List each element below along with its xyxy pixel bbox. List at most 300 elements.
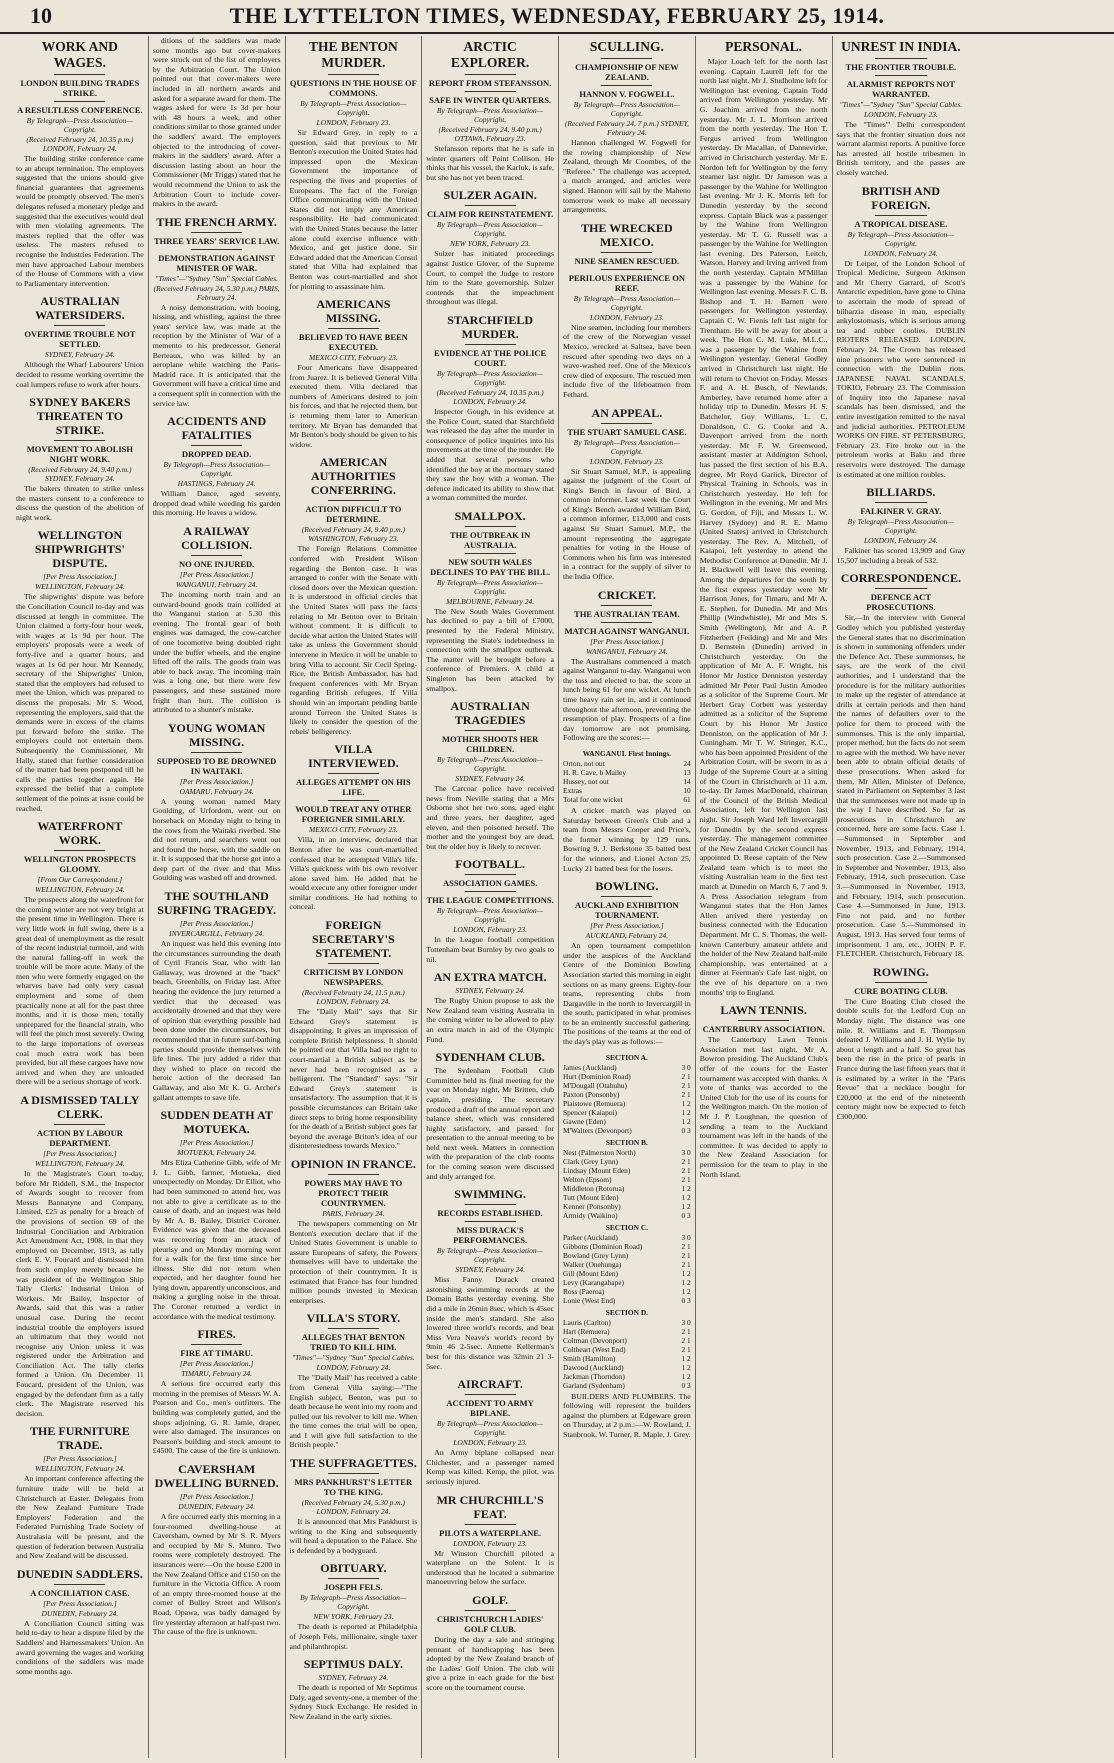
article-subheading: THE OUTBREAK IN AUSTRALIA.	[449, 529, 531, 550]
article-subheading: AUCKLAND EXHIBITION TOURNAMENT.	[575, 900, 679, 921]
section-label: SECTION B.	[605, 1137, 648, 1147]
article-heading: AMERICAN AUTHORITIES CONFERRING.	[310, 455, 396, 498]
bowling-row	[563, 1381, 691, 1390]
article-subheading: CRITICISM BY LONDON NEWSPAPERS.	[303, 967, 404, 988]
article-subheading: SUPPOSED TO BE DROWNED IN WAITAKI.	[156, 755, 277, 776]
article	[700, 39, 828, 997]
article-dateline: AUCKLAND, February 24.	[585, 931, 669, 941]
article-subheading: HANNON V. FOGWELL.	[579, 89, 675, 99]
batsman-name: Total for one wicket	[563, 794, 623, 804]
article-body: The incoming north train and an outward-bound goods train collided at the Wanganui station at 5.30 this evening. The frontal gear of both engines was damaged, the cow-catcher of one locomotive being doubled right under the buffer wheels, and the engine lifted off the rails. The goods train was able to back away. The incoming train was a long one, but there were few passengers, and these sustained more fright than hurt. The collision is attributed to a shunter's mistake.	[152, 590, 281, 715]
article-body: The New South Wales Government has declined to pay a bill of £7000, presented by the Federal Ministry, representing the State's indebtedness in connection with the smallpox outbreak. The matter will be brought before a conference of Premiers. A child at Singleton has been attacked by smallpox.	[426, 606, 554, 693]
article-credit: By Telegraph—Press Association—Copyright.	[436, 106, 544, 124]
article-dateline: (Received February 24, 10.35 p.m.) LONDON, February 24.	[26, 135, 134, 153]
bowling-row	[563, 1081, 691, 1090]
article-heading: AUSTRALIAN WATERSIDERS.	[35, 294, 125, 323]
heading-rule	[465, 874, 516, 875]
article-body: Sulzer has initiated proceedings against Justice Glover, of the Supreme Court, to compel the Judge to restore him to the State governorship. Sulzer contends that the impeachment throughout was illegal.	[426, 249, 554, 307]
heading-rule	[328, 500, 379, 501]
article	[426, 313, 554, 503]
article-body: The prospects along the waterfront for the coming winter are not very bright at the present time in Wellington. There is very little work in full swing, there is a great deal of unemployment as the result of the recent industrial turmoil, and with the natural falling-off in work the trouble will be more acute. Many of the men who were formerly engaged on the wharves have had only very casual employment and some of them practically none at all for the past three months, and it is those men, totally unprepared for the financial strain, who will feel the pinch most severely. Owing to the large importations of overseas coal much extra work has been provided, but all these cargoes have now arrived and when they are unloaded there will be a serious shortage of work.	[16, 895, 144, 1087]
wins-losses: 2 1	[681, 1174, 691, 1184]
score-row	[563, 795, 691, 804]
article-subheading: A CONCILIATION CASE.	[30, 1587, 130, 1598]
article-body: Hannon challenged W. Fogwell for the rowing championship of New Zealand, through Mr Coombes, of the "Referee." The challenge was accepted, a match arranged, and articles were signed. Hannon will sail by the Maheno tomorrow week to make all necessary arrangements.	[563, 138, 691, 215]
article-heading: WELLINGTON SHIPWRIGHTS' DISPUTE.	[34, 528, 125, 571]
article-credit: By Telegraph—Press Association—Copyright.	[573, 100, 681, 118]
bowling-row	[563, 1318, 691, 1327]
article-subheading: NO ONE INJURED.	[178, 559, 255, 569]
bowling-row	[563, 1202, 691, 1211]
bowling-row	[563, 1354, 691, 1363]
batsman-score: 13	[683, 767, 691, 777]
article	[563, 39, 691, 215]
column-2	[149, 36, 286, 1758]
wins-losses: 1 2	[681, 1286, 691, 1296]
article-body: The bakers threaten to strike unless the masters consent to a conference to discuss the question of the abolition of night work.	[16, 484, 144, 522]
article-heading: THE FRENCH ARMY.	[156, 214, 277, 229]
article-subheading: CHRISTCHURCH LADIES' GOLF CLUB.	[436, 1613, 544, 1634]
article-dateline: TIMARU, February 24.	[181, 1369, 253, 1379]
article-body: The Sydenham Football Club Committee held its final meeting for the year on Monday night, Mr Britten, club captain, presiding. The secretary produced a draft of the annual report and balance sheet, which was considered highly satisfactory, and passed for presentation to the annual meeting to be held next week. Matters in connection with the preparation of the club rooms for the coming season were discussed and duly arranged for.	[426, 1066, 554, 1181]
heading-rule	[875, 588, 927, 589]
article-credit: "Times"—"Sydney "Sun" Special Cables.	[291, 1353, 415, 1363]
team-name: Hart (Remuera)	[563, 1326, 610, 1336]
article-credit: By Telegraph—Press Association—Copyright.	[300, 1593, 407, 1612]
article-heading: YOUNG WOMAN MISSING.	[167, 720, 266, 749]
article-body: A young woman named Mary Goulding, of Urfordom, went out on horseback on Monday night to bring in the cows from the Waitaki riverbed. She did not return, and searchers went out and found the horse, with the saddle on it. It is supposed that the horse got into a deep part of the river and that Miss Goulding was washed off and drowned.	[152, 796, 281, 883]
bowling-section-table	[563, 1223, 691, 1305]
team-name: Jackman (Thorndon)	[563, 1371, 625, 1381]
bowling-row	[563, 1063, 691, 1072]
score-row	[563, 759, 691, 768]
article-dateline: DUNEDIN, February 24.	[178, 1502, 255, 1511]
article-heading: VILLA'S STORY.	[306, 1311, 401, 1326]
heading-rule	[191, 249, 242, 250]
batsman-score: 24	[683, 758, 691, 768]
article	[563, 588, 691, 743]
heading-rule	[601, 252, 652, 253]
article-credit: "Times"—"Sydney "Sun" Special Cables.	[155, 273, 279, 283]
article-body: Major Loach left for the north last evening. Captain Laurell left for the north last night. Mr J. Studholme left for Wellington last evening. Captain Todd arrived from Wellington yesterday. Mr G. Joachim arrived from the north yesterday. Mr J. L. Morrison arrived from the north yesterday. The Hon T. Fergus arrived from Wellington yesterday. Dr Macallan, of Dannevirke, arrived in Christchurch yesterday. Mr E. Nordon left for Wellington by the ferry steamer last night. Dr Jameson was a passenger by the Wahine for Wellington last evening. Mr J. K. Morris left for Dunedin yesterday by the second express. Captain Black was a passenger by the Wahine from Wellington yesterday. Mr T. G. Russell was a passenger by the Wahine for Wellington last evening. Drs Paterson, Leitch, Watson, Harvey and Irving arrived from the north yesterday. Captain M'Millan was a passenger by the Wahine for Wellington last evening. Messrs F. C. B. Bishop and T. H. Barnett were passengers for Wellington yesterday. Captain C. W. Fienis left last night for Trentham. He will be away for about a week. The Hon C. M. Luke, M.L.C., was a passenger by the Wahine from Wellington yesterday. General Godley arrived in Christchurch last night. He will return to Cheviot on Friday. Messrs F. and A. H. Busch, of Newlands, Amberley, have returned home after a holiday trip to Dunedin. Messrs H. S. Batchelor, Guy Williams, L. C. Donaldson, C. G. Cooke and A. Davenport arrived from the north yesterday. Mr F. W. Greenwood, assistant master at Addington School, has passed the first section of his B.A. degree. Mr Royd Garlick, Director of Physical Training in Schools, was in Christchurch yesterday. He left for Wellington in the evening. Mr and Mrs G. Gordon, of Fiji, and Messrs L. W. Harvey (Sydney) and R. E. Marno (United States) arrived in Christchurch yesterday. The Rev. A. Mitchell, of Kaiapoi, left yesterday to attend the Methodist Conference at Dunedin. Mr J. H. Blackwell will leave this evening. Among the departures for the south by the first express yesterday were Mr Harrison Jones, for Timaru, and Mr A. E. Stephen, for Dunedin. Mr and Mrs Phillip (Windwhistle), Mr and Mrs S. Smith (Wellington), Mr and A. P. Fitzherbert (Feilding) and Mr and Mrs D. Bernstein (Dunedin) arrived in Christchurch yesterday. On the application of Mr A. F. Wright, his Honor Mr Justice Denniston yesterday admitted Mr Peter Paul Justin Amodeo as a solicitor of the Supreme Court. Mr Herbert Gray Corbett was yesterday admitted as a solicitor of the Supreme Court by his Honor Mr Justice Denniston, on the application of Mr J. Cuningham. Mr T. W. Stringer, K.C., who has been appointed President of the Arbitration Court, will be sworn in as a Judge of the Supreme Court at a sitting of the Court in Christchurch at 11 a.m. to-day. Dr James MacDonald, chairman of the Council of the British Medical Association, left for Wellington last night. Sir Joseph Ward left Invercargill for Dunedin by the second express yesterday. The management committee of the New Zealand Cricket Council has appointed D. Reese captain of the New Zealand team which is to meet the visiting Australian team in the first test match at Dunedin on March 6, 7 and 9. A Press Association telegram from Wanganui states that the Hon James Allen arrived there yesterday on business connected with the Education Department. Mr C. S. Thomas, the well-known Canterbury amateur athlete and the holder of the New Zealand half-mile championship, was entertained at a dinner at Feerman's Cafe last night, on the eve of his departure on a two months' trip to England.	[699, 57, 828, 997]
article-dateline: WANGANUI, February 24.	[586, 646, 668, 656]
column-1	[12, 36, 149, 1758]
heading-rule	[465, 891, 516, 892]
team-name: Gibbons (Dominion Road)	[563, 1241, 643, 1251]
bowling-row	[563, 1072, 691, 1081]
heading-rule	[465, 91, 516, 92]
article-body: A noisy demonstration, with booing, hissing, and whistling, against the three years' service law, was made at the reception by the Minister of War of a memento to his predecessor, General Berteaux, who was killed by an aeroplane while watching the Paris-Madrid race. It is anticipated that the Government will have a critical time and a consequent split in connection with the service law.	[152, 302, 281, 408]
column-6	[696, 36, 833, 1758]
article-dateline: (Received February 24, 9.40 p.m.) SYDNEY, February 24.	[28, 465, 132, 484]
article	[290, 742, 418, 912]
article-heading: OPINION IN FRANCE.	[290, 1156, 416, 1171]
article-subheading: JOSEPH FELS.	[324, 1582, 383, 1593]
heading-rule	[601, 269, 652, 270]
article-subheading: A RESULTLESS CONFERENCE.	[17, 105, 143, 115]
score-row	[563, 786, 691, 795]
article-dateline: LONDON, February 23.	[453, 925, 527, 935]
article-heading: WORK AND WAGES.	[41, 39, 118, 70]
article-dateline: LONDON, February 23.	[453, 1438, 527, 1448]
wins-losses: 3 0	[681, 1062, 691, 1072]
article-subheading: MATCH AGAINST WANGANUI.	[564, 625, 690, 636]
article-dateline: LONDON, February 23.	[316, 118, 391, 127]
heading-rule	[191, 555, 242, 556]
article-body: The death is reported of Mr Septimus Daly, aged seventy-one, a member of the Sydney Stock Exchange. He resided in New Zealand in the early sixties.	[289, 1683, 418, 1721]
article	[290, 1657, 418, 1721]
article-dateline: WELLINGTON, February 24.	[34, 1159, 125, 1168]
article-subheading: A TROPICAL DISEASE.	[854, 218, 948, 229]
heading-rule	[875, 75, 927, 76]
article-heading: BOWLING.	[595, 879, 659, 894]
section-label: SECTION D.	[605, 1307, 649, 1317]
newspaper-title: THE LYTTELTON TIMES, WEDNESDAY, FEBRUARY 25, 1914.	[229, 3, 885, 28]
article-body: Villa, in an interview, declared that Benton after he was court-martialled confessed that he attempted Villa's life. Villa's quickness with his own revolver alone saved him. He added that he would execute any other foreigner under similar conditions. He had nothing to conceal.	[289, 835, 418, 912]
article-dateline: LONDON, February 24.	[863, 536, 938, 546]
team-name: Lonie (West End)	[563, 1295, 616, 1305]
article-subheading: PERILOUS EXPERIENCE ON REEF.	[568, 272, 685, 293]
heading-rule	[601, 85, 652, 86]
heading-rule	[601, 58, 652, 59]
heading-rule	[601, 423, 652, 424]
article-heading: CRICKET.	[597, 587, 656, 602]
article-heading: SYDNEY BAKERS THREATEN TO STRIKE.	[29, 395, 131, 438]
article-subheading: CLAIM FOR REINSTATEMENT.	[426, 209, 554, 220]
article	[426, 188, 554, 307]
article-dateline: MEXICO CITY, February 23.	[309, 825, 398, 835]
bowling-row	[563, 1269, 691, 1278]
heading-rule	[465, 1524, 516, 1525]
bowling-row	[563, 1090, 691, 1099]
article-subheading: WOULD TREAT ANY OTHER FOREIGNER SIMILARLY.	[295, 804, 412, 825]
article-subheading: NINE SEAMEN RESCUED.	[574, 255, 680, 266]
heading-rule	[465, 1394, 516, 1395]
wins-losses: 0 3	[681, 1210, 691, 1220]
article-subheading: MRS PANKHURST'S LETTER TO THE KING.	[294, 1477, 413, 1498]
article	[563, 879, 691, 1047]
article-body: An open tournament competition under the auspices of the Auckland Centre of the Dominion Bowling Association started this morning in eight sections on as many greens. Eighty-four teams, representing clubs from Dargaville in the north to Invercargill in the south, participated in what promises to be an eminently successful gathering. The positions of the teams at the end of the day's play was as follows:—	[563, 941, 691, 1047]
article-subheading: REPORT FROM STEFANSSON.	[428, 78, 552, 88]
article-subheading: DEFENCE ACT PROSECUTIONS.	[866, 592, 936, 613]
article-heading: OBITUARY.	[320, 1561, 387, 1576]
article-subheading: POWERS MAY HAVE TO PROTECT THEIR COUNTRYMEN.	[304, 1177, 403, 1208]
heading-rule	[601, 896, 652, 897]
article-subheading: CHAMPIONSHIP OF NEW ZEALAND.	[575, 62, 679, 82]
article-dateline: OAMARU, February 24.	[179, 786, 254, 796]
article-dateline: INVERCARGILL, February 24.	[169, 929, 265, 939]
article-subheading: MOVEMENT TO ABOLISH NIGHT WORK.	[26, 444, 134, 465]
wins-losses: 2 1	[681, 1089, 691, 1099]
article-credit: [Per Press Association.]	[179, 1492, 254, 1501]
team-name: Spencer (Kaiapoi)	[563, 1107, 617, 1117]
wins-losses: 1 2	[681, 1371, 691, 1381]
score-row	[563, 777, 691, 786]
article-heading: ARCTIC EXPLORER.	[450, 39, 530, 70]
article-heading: VILLA INTERVIEWED.	[308, 742, 399, 771]
article-heading: THE BENTON MURDER.	[309, 39, 398, 70]
article-subheading: THREE YEARS' SERVICE LAW.	[154, 235, 280, 246]
article-heading: LAWN TENNIS.	[720, 1003, 807, 1018]
article-heading: THE WRECKED MEXICO.	[581, 220, 673, 249]
article-body: The Australians commenced a match against Wanganui to-day. Wanganui won the toss and elected to bat, the score at lunch being 61 for one wicket. At lunch time heavy rain set in, and it continued throughout the afternoon, preventing the resumption of play. Prospects of a fine day tomorrow are not promising. Following are the scores:—	[563, 656, 691, 743]
team-name: M'Walters (Devonport)	[563, 1125, 632, 1135]
article-body: The newspapers commenting on Mr Benton's execution declare that if the United States Government is unable to assure Europeans of safety, the Powers themselves will have to undertake the protection of their countrymen. It is estimated that France has four hundred million pounds invested in Mexican enterprises.	[289, 1218, 418, 1305]
article-subheading: EVIDENCE AT THE POLICE COURT.	[434, 347, 547, 368]
article	[153, 1462, 281, 1637]
article	[153, 1108, 281, 1321]
article-body: Stefansson reports that he is safe in winter quarters off Point Collison. He thinks that his vessel, the Karluk, is safe, but she has not yet been traced.	[426, 144, 554, 182]
article-body: William Dance, aged seventy, dropped dead while weeding his garden this morning. He leaves a widow.	[152, 489, 281, 518]
article-body: Sir Stuart Samuel, M.P., is appealing against the judgment of the Court of King's Bench in favour of Bird, a common informer. Last week the Court of King's Bench awarded William Bird, a common informer, £13,000 and costs against Sir Stuart Samuel, M.P., the amount representing the aggregate penalties for voting in the House of Commons when his firm was interested in a contract for the supply of silver to the India Office.	[563, 466, 691, 582]
wins-losses: 3 0	[681, 1317, 691, 1327]
scoreboard-title: WANGANUI. First Innings.	[582, 748, 672, 758]
article	[290, 297, 418, 449]
article	[426, 1493, 554, 1587]
article	[153, 1327, 281, 1456]
article	[16, 819, 144, 1087]
column-4	[422, 36, 559, 1758]
article-dateline: NEW YORK, February 23.	[313, 1612, 394, 1622]
article-body: In the Magistrate's Court to-day, before Mr Riddell, S.M., the Inspector of Awards sought to recover from Messrs Bannatyne and Company, Limited, £25 as penalty for a breach of the provisions of section 69 of the Industrial Conciliation and Arbitration Act Amendment Act, 1908, in that they employed on December, 1913, as tally clerk E. V. Foucard and dismissed him from such employ merely because he was president of the Wellington Ship Tally Clerks' Industrial Union of Workers. Mr Bailey, Inspector of Awards, said that this was a rather unusual case. During the recent industrial trouble the employers issued an ultimatum that they would not recognise any Union unless it was registered under the Arbitration and Conciliation Act. The tally clerks formed a Union. On December 11 Foucard, president of the Union, was engaged by the defendant firm as a tally clerk. The Magistrate reserved his decision.	[16, 1169, 144, 1418]
wins-losses: 2 1	[681, 1165, 691, 1175]
article-body: The "Times'" Delhi correspondent says that the frontier situation does not warrant alarmist reports. A punitive force has arrested all hostile tribesmen in British territory, and the passes are closely watched.	[836, 120, 966, 177]
article-body: Inspector Gough, in his evidence at the Police Court, stated that Starchfield was released the day after the murder in consequence of police inquiries into his movements at the time of the murder. He added that several persons who identified the boy at the mortuary stated they saw the boy with a woman. The defence indicated its ability to show that a woman committed the murder.	[426, 406, 554, 503]
article-credit: By Telegraph—Press Association—Copyright.	[436, 577, 544, 596]
wins-losses: 1 2	[681, 1268, 691, 1278]
article-credit: By Telegraph—Press Association—Copyright.	[436, 1246, 544, 1265]
article-credit: By Telegraph—Press Association—Copyright.	[163, 460, 270, 479]
article-heading: CAVERSHAM DWELLING BURNED.	[154, 1462, 279, 1490]
heading-rule	[328, 1578, 379, 1579]
wins-losses: 2 1	[681, 1326, 691, 1336]
team-name: Kenner (Ponsonby)	[563, 1201, 621, 1211]
article	[426, 970, 554, 1044]
wins-losses: 1 2	[681, 1183, 691, 1193]
article	[837, 571, 966, 958]
article	[563, 221, 691, 400]
article-body: It is announced that Mrs Pankhurst is writing to the King and subsequently will head a deputation to the Palace. She is defended by a bodyguard.	[289, 1517, 418, 1555]
team-name: Gawne (Eden)	[563, 1116, 606, 1126]
article-credit: [Per Press Association.]	[179, 570, 254, 579]
team-name: Levy (Karangahape)	[563, 1277, 624, 1287]
article-body: Four Americans have disappeared from Juarez. It is believed General Villa executed them. Villa declared that numbers of Americans desired to join his forces, and that he rejected them, but is returning them later to American territory. Mr Bryan has demanded that Mr Benton's body should be given to his widow.	[289, 363, 418, 449]
article-subheading: THE FRONTIER TROUBLE.	[845, 62, 957, 72]
article	[290, 1561, 418, 1651]
article	[290, 1311, 418, 1450]
team-name: Middleton (Rotorua)	[563, 1183, 625, 1193]
bowling-row	[563, 1099, 691, 1108]
article-body: A cricket match was played on Saturday between Green's Club and a team from Messrs Cooper and Price's, the former winning by 129 runs. Bowring 9, J. Berkstone 35 batted best for the winners, and Lionel Acton 25, Lucky 21 batted best for the losers.	[563, 805, 691, 873]
article-heading: WATERFRONT WORK.	[37, 819, 123, 848]
article-body: The shipwrights' dispute was before the Conciliation Council to-day and was discussed at length in committee. The Union claimed a forty-four hour week, with wages at 1s 9d per hour. The employers' proposals were a week of forty-five and a quarter hours, and wages at 1s 6d per hour. Mr Kennedy, secretary of the Shipwrights' Union, stated that the employers had refused to meet the Union, which was prepared to discuss the proposals. Mr S. Wood, representing the employers, said that the demands were in excess of the claims put forward before the strike. The employers could not entertain them. Subsequently the Commissioner, Mr Hally, stated that further consideration of the matter had been postponed till he calls the parties together again. He expressed the belief that a complete settlement of the points at issue could be reached.	[16, 592, 144, 813]
heading-rule	[738, 1020, 789, 1021]
article-dateline: SYDNEY, February 24.	[455, 986, 525, 996]
article-credit: By Telegraph—Press Association—Copyright.	[436, 1419, 544, 1438]
bowling-row	[563, 1296, 691, 1305]
article-body: The Foreign Relations Committee conferred with President Wilson regarding the Benton case. It was arranged to confer with the Senate with closed doors over the Mexican question. It is understood in official circles that the United States will pass the facts relating to Mr Benton over to Britain without comment. It is difficult to decide what action the United States will take as unless the Government should intervene in Mexico it will be unable to bring Villa to account. Sir Cecil Spring-Rice, the British Ambassador, has had frequent conferences with Mr Bryan regarding British refugees. If Villa should win an important pending battle around Torreon the United States is likely to consider the question of the rebels' belligerency.	[289, 544, 418, 736]
team-name: Gill (Mount Eden)	[563, 1268, 619, 1278]
article-subheading: ACTION BY LABOUR DEPARTMENT.	[36, 1128, 123, 1148]
article-heading: SYDENHAM CLUB.	[435, 1050, 545, 1065]
batsman-name: Extras	[563, 785, 582, 795]
bowling-row	[563, 1126, 691, 1135]
heading-rule	[875, 502, 927, 503]
wins-losses: 3 0	[681, 1232, 691, 1242]
article-heading: SEPTIMUS DALY.	[303, 1657, 403, 1672]
article-subheading: DROPPED DEAD.	[181, 449, 252, 460]
article-heading: THE SOUTHLAND SURFING TRAGEDY.	[157, 889, 276, 918]
batsman-name: Orton, not out	[563, 758, 605, 768]
article-heading: SUDDEN DEATH AT MOTUEKA.	[160, 1108, 273, 1137]
article-subheading: CANTERBURY ASSOCIATION.	[702, 1024, 825, 1035]
team-name: Coltheart (West End)	[563, 1344, 626, 1354]
article-body: An important conference affecting the furniture trade will be held at Christchurch at Easter. Delegates from the New Zealand Furniture Trade Employers' Federation and the Federated Furnishing Trade Society of Australasia will be present, and the question of federation between Australia and New Zealand will be discussed.	[16, 1474, 144, 1561]
team-name: Clark (Grey Lynn)	[563, 1156, 619, 1166]
score-row	[563, 768, 691, 777]
article-subheading: FIRE AT TIMARU.	[180, 1348, 253, 1359]
article	[153, 524, 281, 715]
wins-losses: 2 1	[681, 1241, 691, 1251]
article-heading: PERSONAL.	[725, 39, 803, 54]
article-body: Sir Edward Grey, in reply to a question, said that previous to Mr Benton's execution the United States had impressed upon the Mexican Government the importance of respecting the lives and properties of Europeans. The fact of the Foreign Office communicating with the United States did not imply any American responsibility. He had communicated with the United States because the latter alone could exercise influence with Mexico, and get justice done. Sir Edward added that the American Consul stated that Villa had explained that Benton was court-martialled and shot for plotting to assassinate him.	[289, 128, 418, 291]
article-dateline: WELLINGTON, February 24.	[34, 1464, 125, 1474]
heading-rule	[465, 205, 516, 206]
article	[426, 699, 554, 851]
team-name: Dawood (Auckland)	[563, 1362, 624, 1372]
heading-rule	[465, 526, 516, 527]
wins-losses: 1 2	[681, 1192, 691, 1202]
article	[16, 1424, 144, 1560]
article	[153, 36, 281, 209]
article-dateline: WELLINGTON, February 24.	[34, 885, 125, 895]
article-heading: SWIMMING.	[454, 1187, 526, 1202]
article-body: The Carcoar police have received news from Neville stating that a Mrs Osborne shot her two sons, aged eight and three years, her daughter, aged eleven, and then poisoned herself. The mother and the youngest boy are dead, but the older boy is likely to recover.	[426, 784, 554, 851]
article-credit: [Per Press Association.]	[179, 1359, 254, 1369]
batsman-score: 10	[683, 785, 691, 795]
bowling-row	[563, 1108, 691, 1117]
article	[837, 485, 966, 565]
heading-rule	[328, 773, 379, 774]
heading-rule	[875, 58, 927, 59]
bowling-row	[563, 1233, 691, 1242]
article-dateline: LONDON, February 24.	[863, 248, 938, 258]
bowling-row	[563, 1345, 691, 1354]
article-heading: BILLIARDS.	[866, 485, 936, 500]
heading-rule	[191, 232, 242, 233]
article-heading: ACCIDENTS AND FATALITIES	[167, 414, 267, 443]
article-heading: CORRESPONDENCE.	[840, 571, 962, 586]
article-body: An Army biplane collapsed near Chichester, and a passenger named Kemp was killed. Kemp, the pilot, was seriously injured.	[426, 1448, 554, 1486]
cricket-scoreboard	[563, 749, 691, 804]
heading-rule	[465, 344, 516, 345]
article-heading: THE FURNITURE TRADE.	[30, 1424, 130, 1453]
article-credit: By Telegraph—Press Association—Copyright.	[26, 116, 134, 134]
article-subheading: THE AUSTRALIAN TEAM.	[574, 608, 680, 619]
team-name: James (Auckland)	[563, 1062, 617, 1072]
article-body: Nine seamen, including four members of the crew of the Norwegian vessel Mexico, wrecked at Saltsea, have been rescued after spending two days on a wave-washed reef. One of the Mexico's crew died of exposure. The rescued men include five of the lifeboatmen from Fethard.	[563, 322, 691, 399]
article-subheading: ALARMIST REPORTS NOT WARRANTED.	[846, 79, 955, 99]
article	[700, 1003, 828, 1179]
article-body: Dr Leiper, of the London School of Tropical Medicine, Surgeon Atkinson and Mr Cherry Garrard, of Scott's Antarctic expedition, have gone to China to ascertain the mode of spread of bilharzia disease in man, especially ankylostomasis, which is serious among tea and rubber coolies. DUBLIN RIOTERS RELEASED. LONDON, February 24. The Crown has released nine prisoners who were sentenced in connection with the Dublin riots. JAPANESE NAVAL SCANDALS. TOKIO, February 23. The Commission of Inquiry into the Japanese naval scandals has been dismissed, and the entire investigation remitted to the naval and judicial authorities. PETROLEUM WORKS ON FIRE. ST PETERSBURG, February 23. Fire broke out in the petroleum works at Baku and three reservoirs were destroyed. The damage is estimated at one million roubles.	[836, 258, 966, 479]
heading-rule	[465, 74, 516, 75]
wins-losses: 2 1	[681, 1071, 691, 1081]
article-body: A serious fire occurred early this morning in the premises of Messrs W. A. Pearson and Co., men's outfitters. The building was completely gutted, and the shops adjoining, G. R. Jamie, draper, were also damaged. The insurances on Pearson's building and stock amount to £4500. The cause of the fire is unknown.	[152, 1379, 281, 1456]
bowling-row	[563, 1184, 691, 1193]
column-7	[833, 36, 970, 1758]
heading-rule	[328, 1174, 379, 1175]
article-credit: "Times"—"Sydney "Sun" Special Cables.	[839, 100, 963, 109]
article-heading: A DISMISSED TALLY CLERK.	[20, 1093, 140, 1121]
article-dateline: (Received February 24, 11.5 p.m.) LONDON, February 24.	[302, 988, 405, 1007]
article	[563, 406, 691, 582]
article-dateline: PARIS, February 24.	[322, 1208, 385, 1218]
article-dateline: MELBOURNE, February 24.	[446, 596, 535, 606]
heading-rule	[328, 800, 379, 801]
article-dateline: MEXICO CITY, February 23.	[309, 353, 398, 363]
wins-losses: 1 2	[681, 1107, 691, 1117]
heading-rule	[465, 1610, 516, 1611]
article-body: The Cure Boating Club closed the double sculls for the Ledford Cup on Monday night. The distance was one mile. R. Williams and E. Thompson defeated J. Williams and J. H. Wylie by about a length and a half. So great has been the rise in the price of pearls in France during the last fifteen years that it is estimated by a writer in the "Paris Revue" that a necklace bought for £20,000 at the end of the nineteenth century might now be expected to fetch £300,000.	[836, 996, 966, 1121]
bowling-row	[563, 1251, 691, 1260]
team-name: Paxton (Ponsonby)	[563, 1089, 620, 1099]
team-name: Bowland (Grey Lynn)	[563, 1250, 629, 1260]
heading-rule	[465, 1221, 516, 1222]
article-credit: [Per Press Association.]	[43, 572, 117, 582]
article	[16, 39, 144, 288]
article-heading: SCULLING.	[589, 39, 664, 54]
article-body: In the League football competition Tottenham beat Burnley by two goals to nil.	[426, 935, 554, 964]
article-subheading: THE LEAGUE COMPETITIONS.	[426, 895, 554, 906]
team-name: Lauris (Carlton)	[563, 1317, 611, 1327]
article-body: BUILDERS AND PLUMBERS. The following will represent the builders against the plumbers at Edgeware green on Thursday, at 2 p.m.:—W. Rowland, J. Stanbrook, W. Turner, R. Maple, J. Grey.	[563, 1391, 691, 1440]
article-credit: [Per Press Association.]	[179, 776, 254, 786]
masthead	[0, 0, 1114, 34]
bowling-row	[563, 1363, 691, 1372]
team-name: Hurt (Dominion Road)	[563, 1071, 631, 1081]
article-dateline: SYDNEY, February 24.	[318, 1673, 389, 1683]
article-heading: MR CHURCHILL'S FEAT.	[436, 1492, 544, 1521]
article-body: During the day a sale and stringing pennant of handicapping has been adopted by the New Zealand branch of the Ladies' Golf Union. The club will give a prize in each grade for the best score on the tournament course.	[426, 1634, 554, 1692]
bowling-row	[563, 1166, 691, 1175]
article-subheading: PILOTS A WATERPLANE.	[439, 1527, 542, 1538]
article-dateline: (Received February 24, 5.30 p.m.) LONDON, February 24.	[301, 1498, 406, 1517]
heading-rule	[328, 963, 379, 964]
team-name: M'Dougall (Otahuhu)	[563, 1080, 627, 1090]
article	[837, 39, 966, 178]
wins-losses: 2 1	[681, 1250, 691, 1260]
article	[290, 455, 418, 736]
article-heading: GOLF.	[472, 1592, 509, 1607]
article-body: An inquest was held this evening into the circumstances surrounding the death of Cyril Francis Soar, who with Ian Gallaway, was drowned at the "back" beach, Greenhills, on Friday last. After hearing the evidence the jury returned a verdict that the deceased was accidentally drowned and that they were of opinion that everything possible had been done under the circumstances, but recommended that in future surf-bathing parties should provide themselves with life lines. The jury added a rider that they wished to place on record the heroic action of the deceased Ian Gallaway, and also Mr K. G. Archer's gallant attempts to save life.	[152, 939, 281, 1102]
batsman-score: 14	[683, 776, 691, 786]
article-body: Although the Wharf Labourers' Union decided to resume working overtime the coal lumpers refuse to work after hours.	[16, 360, 144, 389]
team-name: Plaistowe (Remuera)	[563, 1098, 626, 1108]
article	[426, 509, 554, 693]
article-credit: By Telegraph—Press Association—Copyright.	[436, 220, 544, 239]
article-body: Falkiner has scored 13,909 and Gray 15,507 including a break of 532.	[836, 546, 966, 565]
article-subheading: OVERTIME TROUBLE NOT SETTLED.	[24, 329, 136, 350]
article	[426, 1050, 554, 1181]
wins-losses: 1 2	[681, 1277, 691, 1287]
article-credit: By Telegraph—Press Association—Copyright.	[847, 517, 955, 536]
article	[153, 721, 281, 883]
page-number: 10	[30, 3, 52, 28]
article-credit: [Per Press Association.]	[590, 636, 664, 646]
article-credit: By Telegraph—Press Association—Copyright.	[847, 229, 955, 248]
article-heading: DUNEDIN SADDLERS.	[16, 1566, 143, 1581]
article	[290, 918, 418, 1151]
